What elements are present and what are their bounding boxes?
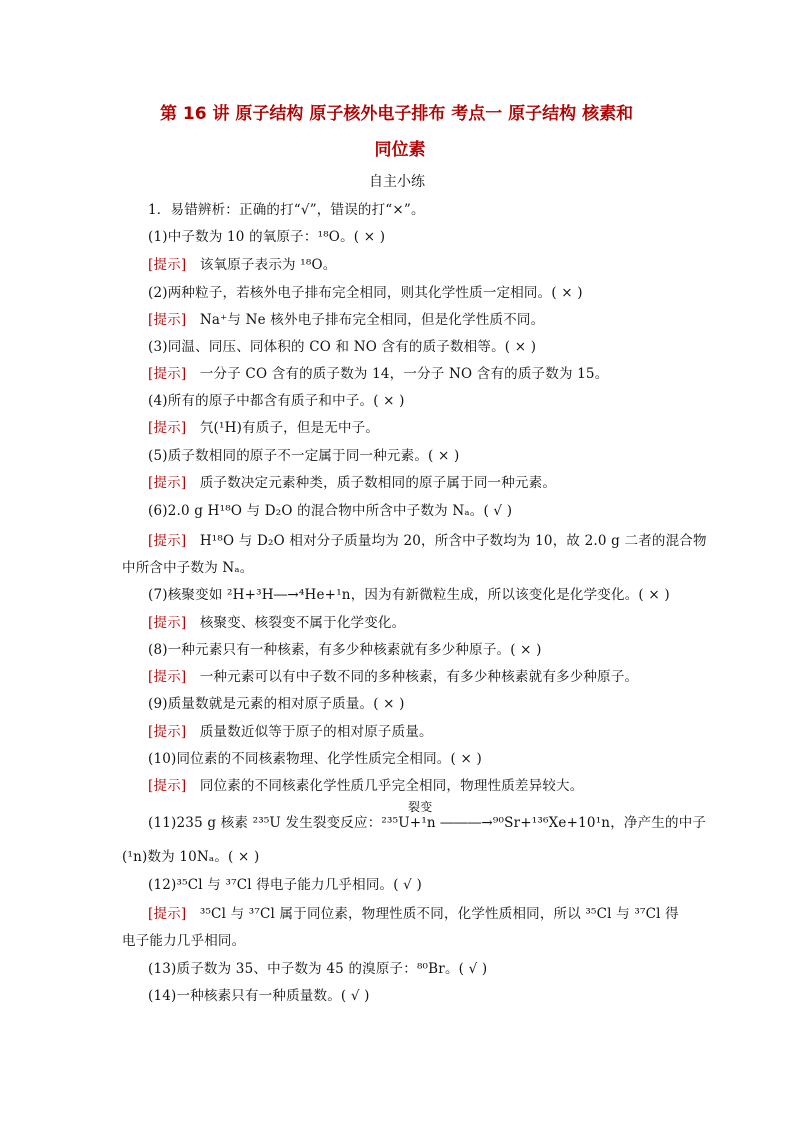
hint-label: [提示] [148,366,187,382]
question-13: (13)质子数为 35、中子数为 45 的溴原子：⁸⁰Br。( √ ) [148,961,488,977]
question-9: (9)质量数就是元素的相对原子质量。( × ) [148,696,405,712]
question-7: (7)核聚变如 ²H+³H―→⁴He+¹n，因为有新微粒生成，所以该变化是化学变化。( × ) [148,587,670,603]
hint-9 [148,720,433,740]
question-12: (12)³⁵Cl 与 ³⁷Cl 得电子能力几乎相同。( √ ) [148,877,422,893]
hint-12 [148,902,679,922]
hint-text: 核聚变、核裂变不属于化学变化。 [199,615,406,631]
hint-label: [提示] [148,778,187,794]
question-11-continued: (¹n)数为 10Nₐ。( × ) [122,849,260,865]
hint-text: H¹⁸O 与 D₂O 相对分子质量均为 20，所含中子数均为 10，故 2.0 g 二者的混合物 [199,533,707,549]
hint-4 [148,416,379,436]
hint-text: ³⁵Cl 与 ³⁷Cl 属于同位素，物理性质不同，化学性质相同，所以 ³⁵Cl 与 ³⁷Cl 得 [199,906,679,922]
hint-label: [提示] [148,669,187,685]
hint-text: Na⁺与 Ne 核外电子排布完全相同，但是化学性质不同。 [199,312,545,328]
hint-8 [148,665,638,685]
hint-10 [148,774,583,794]
hint-label: [提示] [148,615,187,631]
hint-text: 一分子 CO 含有的质子数为 14，一分子 NO 含有的质子数为 15。 [199,366,609,382]
fission-equation [148,800,707,831]
hint-label: [提示] [148,533,187,549]
hint-label: [提示] [148,475,187,491]
hint-text: 质子数决定元素种类，质子数相同的原子属于同一种元素。 [199,475,557,491]
question-11 [148,800,707,831]
question-11-text: (11)235 g 核素 ²³⁵U 发生裂变反应：²³⁵U+¹n ―――→⁹⁰Sr+¹³⁶Xe+10¹n，净产生的中子 [148,815,707,831]
question-3: (3)同温、同压、同体积的 CO 和 NO 含有的质子数相等。( × ) [148,339,537,355]
hint-text: 一种元素可以有中子数不同的多种核素，有多少种核素就有多少种原子。 [199,669,639,685]
question-4: (4)所有的原子中都含有质子和中子。( × ) [148,393,405,409]
hint-label: [提示] [148,420,187,436]
arrow-label: 裂变 [408,800,433,814]
question-8: (8)一种元素只有一种核素，有多少种核素就有多少种原子。( × ) [148,642,542,658]
hint-5 [148,471,556,491]
hint-1 [148,253,336,273]
hint-label: [提示] [148,906,187,922]
question-5: (5)质子数相同的原子不一定属于同一种元素。( × ) [148,448,460,464]
hint-label: [提示] [148,312,187,328]
hint-text: 质量数近似等于原子的相对原子质量。 [199,724,433,740]
page-title [160,96,680,168]
question-2: (2)两种粒子，若核外电子排布完全相同，则其化学性质一定相同。( × ) [148,285,583,301]
hint-text: 该氧原子表示为 ¹⁸O。 [199,257,337,273]
intro-text: 1．易错辨析：正确的打“√”，错误的打“×”。 [148,202,425,218]
hint-label: [提示] [148,724,187,740]
question-1: (1)中子数为 10 的氧原子：¹⁸O。( × ) [148,229,386,245]
section-subtitle: 自主小练 [369,174,425,190]
question-14: (14)一种核素只有一种质量数。( √ ) [148,988,370,1004]
question-6: (6)2.0 g H¹⁸O 与 D₂O 的混合物中所含中子数为 Nₐ。( √ ) [148,503,513,519]
question-10: (10)同位素的不同核素物理、化学性质完全相同。( × ) [148,751,482,767]
hint-text: 同位素的不同核素化学性质几乎完全相同，物理性质差异较大。 [199,778,584,794]
hint-3 [148,362,608,382]
hint-6 [148,529,707,549]
title-line-2: 同位素 [374,140,426,160]
hint-12-continued: 电子能力几乎相同。 [122,933,246,949]
hint-7 [148,611,405,631]
hint-label: [提示] [148,257,187,273]
title-line-1: 第 16 讲 原子结构 原子核外电子排布 考点一 原子结构 核素和 [160,104,634,124]
hint-6-continued: 中所含中子数为 Nₐ。 [122,560,254,576]
hint-text: 氕(¹H)有质子，但是无中子。 [199,420,380,436]
hint-2 [148,308,544,328]
